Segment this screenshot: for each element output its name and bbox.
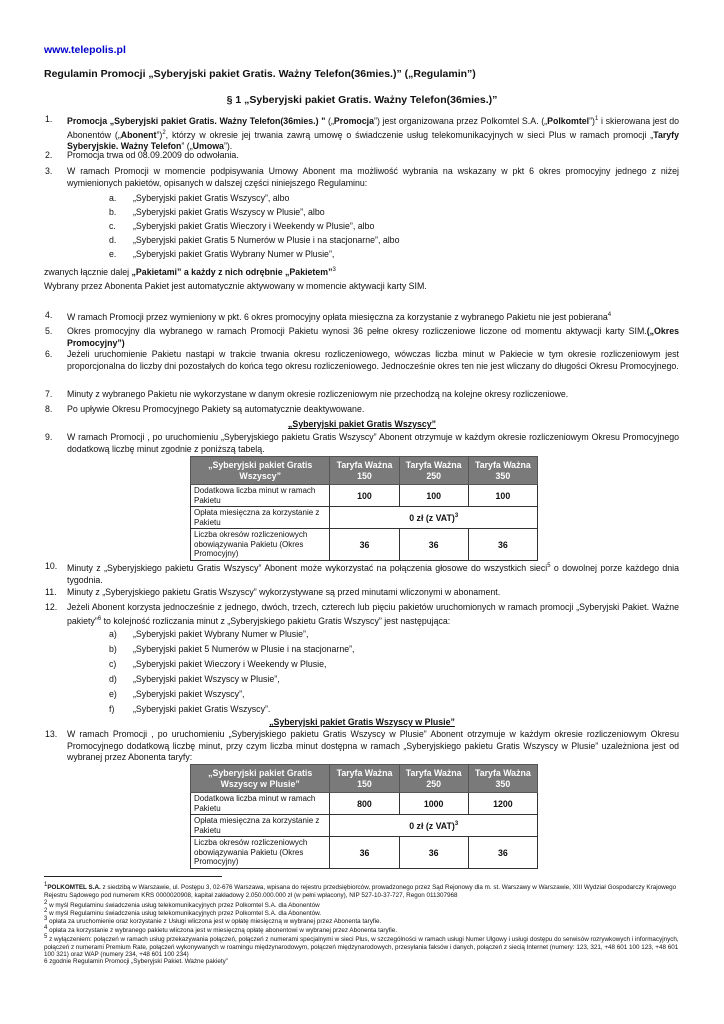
table-header: Taryfa Ważna 250 — [399, 457, 468, 485]
list-marker: e. — [109, 249, 117, 259]
table-cell: 36 — [468, 837, 537, 869]
row-label: Opłata miesięczna za korzystanie z Pakietu — [191, 507, 330, 529]
footnote-ref: 3 — [454, 820, 459, 827]
list-marker: e) — [109, 689, 117, 699]
paragraph-12 — [67, 602, 679, 627]
fee-value: 0 zł (z VAT) — [409, 512, 455, 523]
text-fragment: i skierowana jest do Abonentów („ — [67, 115, 679, 140]
footnote-ref: 6 — [97, 615, 102, 622]
tariff-table-wszyscy — [190, 456, 538, 561]
table-cell: 800 — [330, 793, 399, 815]
umowa-term: Umowa — [192, 141, 224, 152]
document-title: Regulamin Promocji „Syberyjski pakiet Gratis. Ważny Telefon(36mies.)” („Regulamin”) — [44, 68, 476, 80]
paragraph-6: Jeżeli uruchomienie Pakietu nastąpi w trakcie trwania okresu rozliczeniowego, wówczas liczba minut w Pakiecie w tym okresie rozliczeniowym jest proporcjonalna do liczby dni pozostałych do końca tego okresu rozliczeniowego. Jednocześnie okres ten nie jest wliczany do długości Okresu Promocyjnego. — [67, 349, 679, 371]
polkomtel-term: Polkomtel — [547, 115, 590, 126]
footnote-5 — [44, 934, 684, 959]
list-item: „Syberyjski pakiet Wieczory i Weekendy w Plusie, — [133, 659, 327, 669]
table-header: „Syberyjski pakiet Gratis Wszyscy” — [191, 457, 330, 485]
table-cell: 1000 — [399, 793, 468, 815]
paragraph-10 — [67, 561, 679, 586]
footnote-divider — [44, 876, 222, 877]
item-number: 8. — [45, 404, 53, 414]
footnote-text: z siedzibą w Warszawie, ul. Postępu 3, 02-676 Warszawa, wpisana do rejestru przedsiębiorców, prowadzonego przez Sąd Rejonowy dla m. st. Warszawy w Warszawie, XIII Wydział Gospodarczy Krajowego Rejestru Sądowego pod numerem KRS 0000020908, kapitał zakładowy 2.050.000.000 zł (w pełni wpłacony), NIP 527-10-37-727, Regon 011307968 — [44, 884, 677, 899]
table-cell — [330, 815, 538, 837]
table-cell: 36 — [399, 837, 468, 869]
footnote-6: 6 zgodnie Regulamin Promocji „Syberyjski Pakiet. Ważne pakiety” — [44, 958, 228, 965]
item-number: 9. — [45, 432, 53, 442]
footnote-text: opłata za korzystanie z wybranego pakietu wliczona jest w miesięczną opłatę abonentowi w wybranej przez Abonenta taryfie. — [47, 927, 398, 935]
table-header: Taryfa Ważna 250 — [399, 765, 468, 793]
tariff-term: Taryfy Syberyjskie. Ważny Telefon — [67, 129, 679, 152]
item-number: 1. — [45, 114, 53, 124]
list-item: „Syberyjski pakiet Wszyscy”, — [133, 689, 245, 699]
list-item: „Syberyjski pakiet Gratis Wszyscy”. — [133, 704, 271, 714]
footnote-number: 5 — [44, 934, 48, 940]
list-marker: b) — [109, 644, 117, 654]
list-marker: a) — [109, 629, 117, 639]
package-heading-wszyscy: „Syberyjski pakiet Gratis Wszyscy” — [287, 419, 437, 429]
table-cell — [330, 507, 538, 529]
table-header: Taryfa Ważna 350 — [468, 457, 537, 485]
activation-note: Wybrany przez Abonenta Pakiet jest automatycznie aktywowany w momencie aktywacji karty SIM. — [44, 281, 427, 291]
list-item: „Syberyjski pakiet Gratis Wieczory i Weekendy w Plusie”, albo — [133, 221, 375, 231]
footnote-text: w myśl Regulaminu świadczenia usług telekomunikacyjnych przez Polkomtel S.A. dla Abonentów. — [47, 910, 322, 918]
footnote-text: w myśl Regulaminu świadczenia usług telekomunikacyjnych przez Polkomtel S.A. dla Abonentów — [47, 902, 320, 910]
item-number: 13. — [45, 729, 58, 739]
footnote-1 — [44, 882, 684, 899]
list-marker: f) — [109, 704, 115, 714]
list-item: „Syberyjski pakiet Gratis 5 Numerów w Plusie i na stacjonarne”, albo — [133, 235, 400, 245]
text-fragment: Jeżeli Abonent korzysta jednocześnie z jednego, dwóch, trzech, czterech lub pięciu pakietów uruchomionych w ramach promocji „Syberyjski Pakiet. Ważne pakiety” — [67, 602, 679, 626]
paragraph-1 — [67, 114, 679, 153]
paragraph-13: W ramach Promocji , po uruchomieniu „Syberyjskiego pakietu Gratis Wszyscy w Plusie” Abonent otrzymuje w każdym okresie rozliczeniowym Okresu Promocyjnego dodatkową liczbę minut, przy czym liczba minut dostępna w ramach „Syberyjskiego pakietu Gratis Wszyscy w Plusie” uzależniona jest od wybranej przez Abonenta taryfy: — [67, 729, 679, 763]
list-item: „Syberyjski pakiet Gratis Wszyscy w Plusie”, albo — [133, 207, 325, 217]
text-fragment: , którzy w okresie jej trwania zawrą umowę o świadczenie usług telekomunikacyjnych w sieci Plus w ramach promocji „ — [165, 129, 654, 140]
table-cell: 36 — [468, 529, 537, 561]
list-marker: c. — [109, 221, 116, 231]
text-fragment: ”) — [156, 129, 163, 140]
item-number: 6. — [45, 349, 53, 359]
text-fragment: to kolejność rozliczania minut z „Syberyjskiego pakietu Gratis Wszyscy” jest następująca: — [101, 615, 451, 626]
paragraph-11: Minuty z „Syberyjskiego pakietu Gratis Wszyscy” wykorzystywane są przed minutami wliczonymi w abonament. — [67, 587, 501, 597]
footnote-ref: 1 — [594, 116, 599, 122]
table-cell: 100 — [468, 485, 537, 507]
list-item: „Syberyjski pakiet 5 Numerów w Plusie i na stacjonarne”, — [133, 644, 355, 654]
footnote-number: 2 — [44, 900, 48, 906]
row-label: Liczba okresów rozliczeniowych obowiązywania Pakietu (Okres Promocyjny) — [191, 529, 330, 561]
table-header: Taryfa Ważna 350 — [468, 765, 537, 793]
table-cell: 36 — [330, 529, 399, 561]
item-number: 4. — [45, 310, 53, 320]
settlement-order-list — [109, 629, 669, 715]
item-number: 11. — [45, 587, 57, 597]
paragraph-7: Minuty z wybranego Pakietu nie wykorzystane w danym okresie rozliczeniowym nie przechodzą na kolejne okresy rozliczeniowe. — [67, 389, 569, 399]
company-name: POLKOMTEL S.A. — [47, 884, 101, 892]
list-marker: a. — [109, 193, 117, 203]
footnote-number: 1 — [44, 882, 48, 888]
footnote-ref: 5 — [547, 563, 551, 569]
table-header: „Syberyjski pakiet Gratis Wszyscy w Plusie” — [191, 765, 330, 793]
tariff-table-wszyscy-w-plusie — [190, 764, 538, 869]
footnote-ref: 3 — [332, 267, 336, 273]
table-cell: 100 — [399, 485, 468, 507]
list-item: „Syberyjski pakiet Gratis Wszyscy”, albo — [133, 193, 290, 203]
table-cell: 36 — [330, 837, 399, 869]
list-item: „Syberyjski pakiet Wybrany Numer w Plusie”, — [133, 629, 309, 639]
fee-value: 0 zł (z VAT) — [409, 820, 455, 831]
site-url[interactable]: www.telepolis.pl — [44, 44, 126, 56]
paragraph-2: Promocja trwa od 08.09.2009 do odwołania. — [67, 150, 239, 160]
paragraph-9: W ramach Promocji , po uruchomieniu „Syberyjskiego pakietu Gratis Wszyscy” Abonent otrzymuje w każdym okresie rozliczeniowym Okresu Promocyjnego dodatkową liczbę minut zgodnie z poniższą tabelą. — [67, 432, 679, 454]
table-header: Taryfa Ważna 150 — [330, 765, 399, 793]
footnote-ref: 3 — [454, 512, 459, 519]
text-fragment: ”) — [589, 115, 595, 126]
pakiety-definition — [44, 265, 684, 279]
text-fragment: ” („ — [181, 141, 193, 152]
item-number: 5. — [45, 326, 53, 336]
list-marker: c) — [109, 659, 117, 669]
footnote-ref: 4 — [607, 312, 612, 318]
item-number: 7. — [45, 389, 53, 399]
package-list — [109, 193, 669, 263]
list-marker: d. — [109, 235, 117, 245]
abonent-term: Abonent — [120, 129, 157, 140]
footnote-text: z wyłączeniem: połączeń w ramach usług przekazywania połączeń, połączeń z numerami specjalnymi w sieci Plus, w szczególności w ramach usługi Numer Ulgowy i usługi dostępu do serwisów rozrywkowych i informacyjnych, połączeń z numerami Premium Rate, połączeń wykonywanych w roamingu międzynarodowym, połączeń międzynarodowych, przesyłania faksów i danych, połączeń z siecią Internet (numery: 123, 321, +48 601 100 123, +48 601 100 321) oraz WAP (numery 234, +48 601 100 234) — [44, 936, 679, 959]
item-number: 2. — [45, 150, 53, 160]
text-fragment: o dowolnej porze każdego dnia tygodnia. — [67, 562, 680, 585]
footnote-number: 2 — [44, 908, 48, 914]
paragraph-3: W ramach Promocji w momencie podpisywania Umowy Abonent ma możliwość wybrania na wskazany w pkt 6 okres promocyjny jednego z niżej wymienionych pakietów, opisanych w dalszej części niniejszego Regulaminu: — [67, 166, 679, 188]
text-fragment: Minuty z „Syberyjskiego pakietu Gratis Wszyscy” Abonent może wykorzystać na połączenia głosowe do wszystkich sieci — [67, 562, 548, 573]
pakiety-term: „Pakietami” a każdy z nich odrębnie „Pakietem” — [131, 266, 333, 277]
table-cell: 1200 — [468, 793, 537, 815]
list-item: „Syberyjski pakiet Gratis Wybrany Numer w Plusie”, — [133, 249, 335, 259]
package-heading-wszyscy-w-plusie: „Syberyjski pakiet Gratis Wszyscy w Plusie” — [269, 717, 455, 727]
table-header: Taryfa Ważna 150 — [330, 457, 399, 485]
row-label: Opłata miesięczna za korzystanie z Pakietu — [191, 815, 330, 837]
promo-term: Promocja — [333, 115, 375, 126]
text-fragment: zwanych łącznie dalej — [44, 266, 132, 277]
list-item: „Syberyjski pakiet Wszyscy w Plusie”, — [133, 674, 280, 684]
text-fragment: („ — [325, 115, 334, 126]
item-number: 3. — [45, 166, 53, 176]
paragraph-5 — [67, 326, 679, 349]
footnote-text: opłata za uruchomienie oraz korzystanie z Usługi wliczona jest w opłatę miesięczną w wybranej przez Abonenta taryfie. — [47, 918, 382, 926]
table-cell: 100 — [330, 485, 399, 507]
item-number: 12. — [45, 602, 58, 612]
footnote-ref: 2 — [162, 129, 166, 136]
table-cell: 36 — [399, 529, 468, 561]
row-label: Liczba okresów rozliczeniowych obowiązywania Pakietu (Okres Promocyjny) — [191, 837, 330, 869]
okres-promocyjny-term: („Okres Promocyjny”) — [67, 326, 679, 348]
footnote-number: 3 — [44, 916, 48, 922]
row-label: Dodatkowa liczba minut w ramach Pakietu — [191, 793, 330, 815]
text-fragment: ”) jest organizowana przez Polkomtel S.A. („ — [374, 115, 548, 126]
text-fragment: Okres promocyjny dla wybranego w ramach Promocji Pakietu wynosi 36 pełne okresy rozliczeniowe liczone od momentu aktywacji karty SIM. — [67, 326, 647, 336]
promo-name: Promocja „Syberyjski pakiet Gratis. Ważny Telefon(36mies.) " — [67, 115, 326, 126]
paragraph-8: Po upływie Okresu Promocyjnego Pakiety są automatycznie deaktywowane. — [67, 404, 365, 414]
row-label: Dodatkowa liczba minut w ramach Pakietu — [191, 485, 330, 507]
item-number: 10. — [45, 561, 58, 571]
text-fragment: W ramach Promocji przez wymieniony w pkt. 6 okres promocyjny opłata miesięczna za korzystanie z wybranego Pakietu nie jest pobierana — [67, 311, 608, 322]
footnote-number: 4 — [44, 925, 48, 931]
text-fragment: ”). — [223, 141, 233, 152]
section-heading: § 1 „Syberyjski pakiet Gratis. Ważny Telefon(36mies.)” — [226, 94, 498, 106]
paragraph-4 — [67, 310, 679, 324]
list-marker: b. — [109, 207, 117, 217]
list-marker: d) — [109, 674, 117, 684]
